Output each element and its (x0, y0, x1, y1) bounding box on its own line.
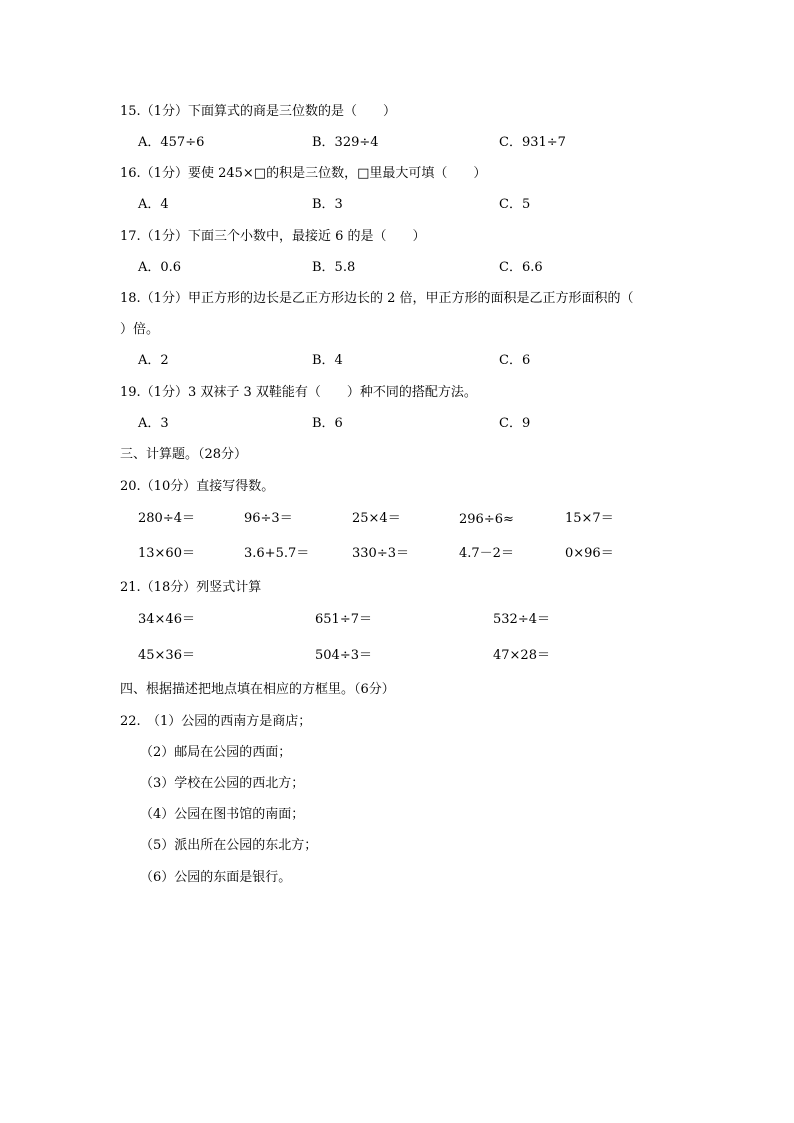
question-17-option-b: B．5.8 (312, 260, 356, 275)
vertical-calc-item: 504÷3＝ (315, 648, 372, 663)
question-19-stem: 19.（1分）3 双袜子 3 双鞋能有（ ）种不同的搭配方法。 (120, 385, 477, 400)
question-22-item: （2）邮局在公园的西面； (140, 745, 292, 760)
vertical-calc-item: 34×46＝ (138, 612, 195, 627)
question-19-option-c: C．9 (499, 416, 531, 431)
question-18-option-b: B．4 (312, 353, 343, 368)
question-19-option-b: B．6 (312, 416, 343, 431)
question-18-stem-line2: ）倍。 (120, 322, 160, 337)
section-3-heading: 三、计算题。（28分） (120, 447, 248, 462)
question-16-option-a: A．4 (138, 197, 169, 212)
calc-item: 96÷3＝ (244, 511, 293, 526)
calc-item: 13×60＝ (138, 546, 195, 561)
section-4-heading: 四、根据描述把地点填在相应的方框里。（6分） (120, 682, 395, 697)
question-18-option-a: A．2 (138, 353, 169, 368)
question-16-option-b: B．3 (312, 197, 343, 212)
calc-item: 25×4＝ (352, 511, 401, 526)
calc-item: 296÷6≈ (459, 512, 514, 527)
question-15-option-a: A．457÷6 (138, 135, 205, 150)
vertical-calc-item: 651÷7＝ (315, 612, 372, 627)
calc-item: 3.6+5.7＝ (244, 546, 310, 561)
question-22-item: （4）公园在图书馆的南面； (140, 807, 305, 822)
calc-item: 4.7－2＝ (459, 546, 514, 561)
question-16-stem: 16.（1分）要使 245×□的积是三位数，□里最大可填（ ） (120, 166, 487, 181)
calc-item: 330÷3＝ (352, 546, 409, 561)
question-15-stem: 15.（1分）下面算式的商是三位数的是（ ） (120, 104, 396, 119)
question-15-option-c: C．931÷7 (499, 135, 566, 150)
question-20-stem: 20.（10分）直接写得数。 (120, 479, 275, 494)
question-17-option-c: C．6.6 (499, 260, 543, 275)
question-22-item: （5）派出所在公园的东北方； (140, 838, 318, 853)
calc-item: 0×96＝ (565, 546, 614, 561)
question-22-item: （1）公园的西南方是商店； (147, 714, 312, 729)
calc-item: 15×7＝ (565, 511, 614, 526)
question-18-option-c: C．6 (499, 353, 531, 368)
question-22-item: （6）公园的东面是银行。 (140, 870, 292, 885)
question-17-option-a: A．0.6 (138, 260, 182, 275)
question-18-stem-line1: 18.（1分）甲正方形的边长是乙正方形边长的 2 倍，甲正方形的面积是乙正方形面积的（ (120, 291, 634, 306)
question-22-number: 22. (120, 714, 141, 729)
calc-item: 280÷4＝ (138, 511, 195, 526)
vertical-calc-item: 45×36＝ (138, 648, 195, 663)
vertical-calc-item: 532÷4＝ (493, 612, 550, 627)
question-22-item: （3）学校在公园的西北方； (140, 776, 305, 791)
question-15-option-b: B．329÷4 (312, 135, 379, 150)
question-21-stem: 21.（18分）列竖式计算 (120, 580, 262, 595)
question-19-option-a: A．3 (138, 416, 169, 431)
question-16-option-c: C．5 (499, 197, 531, 212)
vertical-calc-item: 47×28＝ (493, 648, 550, 663)
question-17-stem: 17.（1分）下面三个小数中，最接近 6 的是（ ） (120, 229, 426, 244)
